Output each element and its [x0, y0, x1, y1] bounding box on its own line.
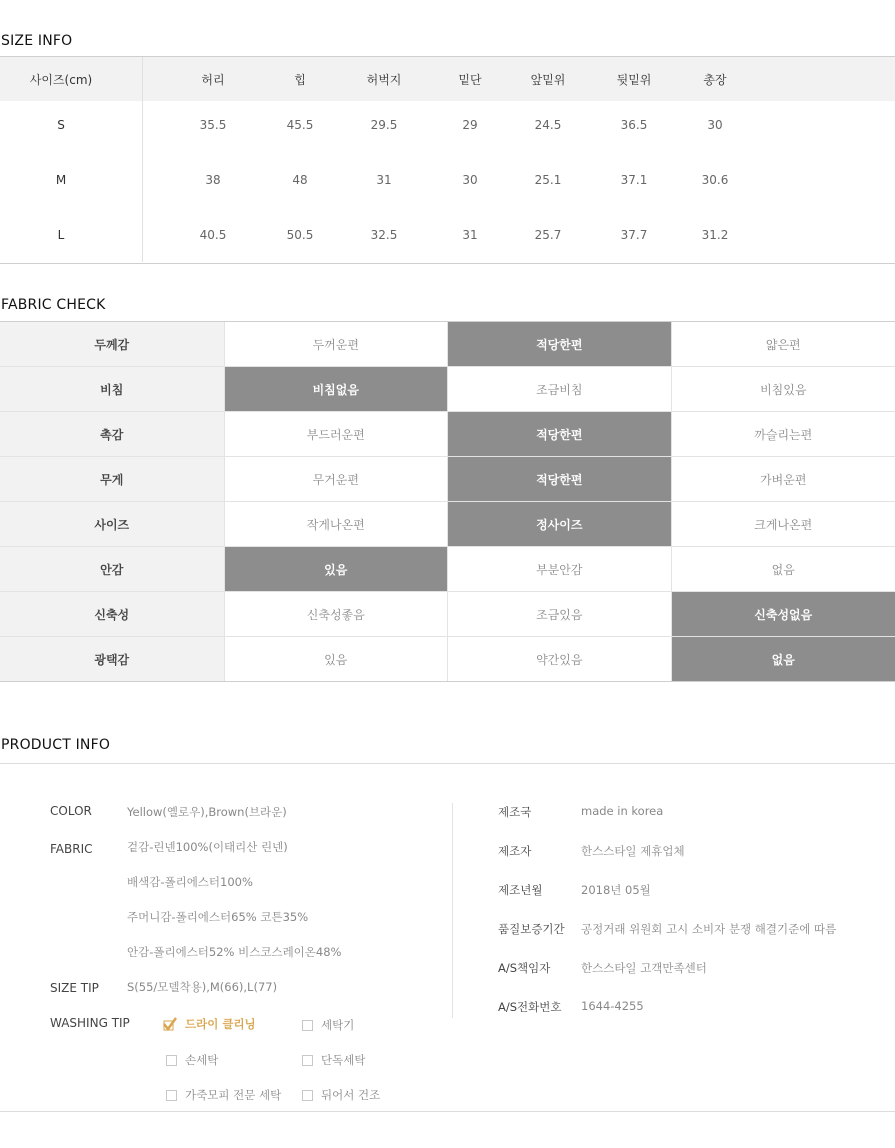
size-cell: 37.1 — [620, 173, 648, 187]
washing-option-hand — [166, 1052, 218, 1068]
size-row-label: L — [57, 228, 65, 242]
fabric-row-label: 안감 — [0, 547, 225, 591]
size-cell: 29.5 — [370, 118, 398, 132]
size-column-header: 뒷밑위 — [616, 73, 652, 87]
washing-option-leather — [166, 1087, 281, 1103]
size-column-header: 앞밑위 — [530, 73, 566, 87]
size-tip-value: S(55/모델착용),M(66),L(77) — [127, 980, 278, 994]
fabric-option: 가벼운편 — [760, 472, 807, 487]
washing-option-label: 세탁기 — [321, 1018, 355, 1032]
fabric-option-selected: 적당한편 — [448, 322, 672, 366]
fabric-option: 까슬리는편 — [754, 427, 813, 442]
fabric-option: 무거운편 — [225, 457, 449, 501]
fabric-option: 약간있음 — [448, 637, 672, 681]
color-label: COLOR — [50, 804, 92, 818]
fabric-row-label: 무게 — [0, 457, 225, 501]
fabric-option-selected: 있음 — [225, 547, 449, 591]
washing-option-dry-cleaning — [163, 1016, 256, 1032]
size-cell: 38 — [205, 173, 221, 187]
fabric-row-label: 두께감 — [0, 322, 225, 366]
fabric-option-selected: 비침없음 — [225, 367, 449, 411]
fabric-option: 두꺼운편 — [225, 322, 449, 366]
size-row-label: S — [57, 118, 65, 132]
size-cell: 32.5 — [370, 228, 398, 242]
fabric-row — [0, 546, 895, 591]
size-cell: 24.5 — [534, 118, 562, 132]
washing-option-label: 뒤어서 건조 — [321, 1088, 381, 1102]
fabric-row — [0, 322, 895, 366]
fabric-row-label: 촉감 — [0, 412, 225, 456]
size-label-column — [0, 101, 143, 262]
fabric-option: 조금있음 — [448, 592, 672, 636]
checkbox-icon — [302, 1090, 313, 1101]
fabric-label: FABRIC — [50, 842, 93, 856]
fabric-option: 부드러운편 — [225, 412, 449, 456]
detail-value: 한스스타일 제휴업체 — [581, 844, 685, 858]
washing-option-label: 가죽모피 전문 세탁 — [185, 1088, 282, 1102]
fabric-row — [0, 411, 895, 456]
fabric-value: 안감-폴리에스터52% 비스코스레이온48% — [127, 945, 342, 959]
size-cell: 30 — [707, 118, 723, 132]
fabric-option: 크게나온편 — [754, 517, 813, 532]
checkbox-icon — [302, 1020, 313, 1031]
size-cell: 25.7 — [534, 228, 562, 242]
fabric-row-label: 신축성 — [0, 592, 225, 636]
washing-option-label: 손세탁 — [185, 1053, 219, 1067]
fabric-table — [0, 321, 895, 682]
size-column-header: 밑단 — [458, 73, 482, 87]
size-cell: 31.2 — [701, 228, 729, 242]
fabric-row — [0, 636, 895, 681]
size-cell: 36.5 — [620, 118, 648, 132]
checkbox-icon — [166, 1090, 177, 1101]
size-cell: 25.1 — [534, 173, 562, 187]
size-cell: 29 — [462, 118, 478, 132]
size-cell: 48 — [292, 173, 308, 187]
size-cell: 40.5 — [199, 228, 227, 242]
size-table-header — [0, 57, 895, 101]
washing-option-separate — [302, 1052, 365, 1068]
size-cell: 37.7 — [620, 228, 648, 242]
fabric-row — [0, 501, 895, 546]
product-info-title: PRODUCT INFO — [1, 737, 111, 753]
washing-option-label: 단독세탁 — [321, 1053, 366, 1067]
fabric-row — [0, 366, 895, 411]
detail-value: 공정거래 위원회 고시 소비자 분쟁 해결기준에 따름 — [581, 922, 837, 936]
size-column-header: 허벅지 — [366, 73, 402, 87]
fabric-row-label: 광택감 — [0, 637, 225, 681]
fabric-value: 겉감-린넨100%(이태리산 린넨) — [127, 840, 288, 854]
detail-label: A/S전화번호 — [498, 1000, 562, 1014]
size-info-title: SIZE INFO — [1, 33, 73, 49]
detail-label: A/S책임자 — [498, 961, 551, 975]
size-cell: 35.5 — [199, 118, 227, 132]
fabric-option: 있음 — [225, 637, 449, 681]
size-cell: 31 — [462, 228, 478, 242]
color-value: Yellow(옐로우),Brown(브라운) — [127, 805, 287, 819]
fabric-value: 배색감-폴리에스터100% — [127, 875, 253, 889]
size-cell: 31 — [376, 173, 392, 187]
divider — [0, 1111, 895, 1112]
washing-tip-label: WASHING TIP — [50, 1016, 130, 1030]
washing-option-label: 드라이 클리닝 — [185, 1017, 256, 1031]
size-cell: 45.5 — [286, 118, 314, 132]
detail-label: 제조자 — [498, 844, 532, 858]
washing-option-machine — [302, 1017, 354, 1033]
detail-value: 1644-4255 — [581, 999, 644, 1013]
detail-label: 제조국 — [498, 805, 532, 819]
washing-option-flat-dry — [302, 1087, 380, 1103]
detail-label: 제조년월 — [498, 883, 543, 897]
divider — [0, 763, 895, 764]
detail-value: 한스스타일 고객만족센터 — [581, 961, 707, 975]
fabric-option-selected: 정사이즈 — [448, 502, 672, 546]
size-row-label: M — [55, 173, 67, 187]
detail-label: 품질보증기간 — [498, 922, 565, 936]
fabric-check-title: FABRIC CHECK — [1, 297, 106, 313]
size-column-header: 허리 — [201, 73, 225, 87]
fabric-row — [0, 456, 895, 501]
detail-value: made in korea — [581, 804, 664, 818]
fabric-option-selected: 신축성없음 — [672, 592, 895, 636]
size-tip-label: SIZE TIP — [50, 981, 99, 995]
fabric-row-label: 사이즈 — [0, 502, 225, 546]
checkbox-icon — [166, 1055, 177, 1066]
size-cell: 30.6 — [701, 173, 729, 187]
fabric-row-label: 비침 — [0, 367, 225, 411]
size-cell: 50.5 — [286, 228, 314, 242]
checkbox-icon — [302, 1055, 313, 1066]
checkmark-icon — [163, 1017, 177, 1031]
size-column-header: 힙 — [294, 73, 306, 87]
fabric-option: 신축성좋음 — [225, 592, 449, 636]
size-column-header: 총장 — [703, 73, 727, 87]
fabric-row — [0, 591, 895, 636]
header-divider — [142, 57, 143, 101]
fabric-option: 없음 — [771, 562, 795, 577]
fabric-value: 주머니감-폴리에스터65% 코튼35% — [127, 910, 309, 924]
size-cell: 30 — [462, 173, 478, 187]
fabric-option: 비침있음 — [760, 382, 807, 397]
fabric-option-selected: 적당한편 — [448, 412, 672, 456]
column-divider — [452, 803, 453, 1018]
fabric-option-selected: 없음 — [672, 637, 895, 681]
fabric-option: 작게나온편 — [225, 502, 449, 546]
size-header-label: 사이즈(cm) — [29, 73, 93, 87]
fabric-option-selected: 적당한편 — [448, 457, 672, 501]
fabric-option: 얇은편 — [765, 337, 801, 352]
fabric-option: 부분안감 — [448, 547, 672, 591]
size-table — [0, 56, 895, 264]
detail-value: 2018년 05월 — [581, 883, 651, 897]
fabric-option: 조금비침 — [448, 367, 672, 411]
